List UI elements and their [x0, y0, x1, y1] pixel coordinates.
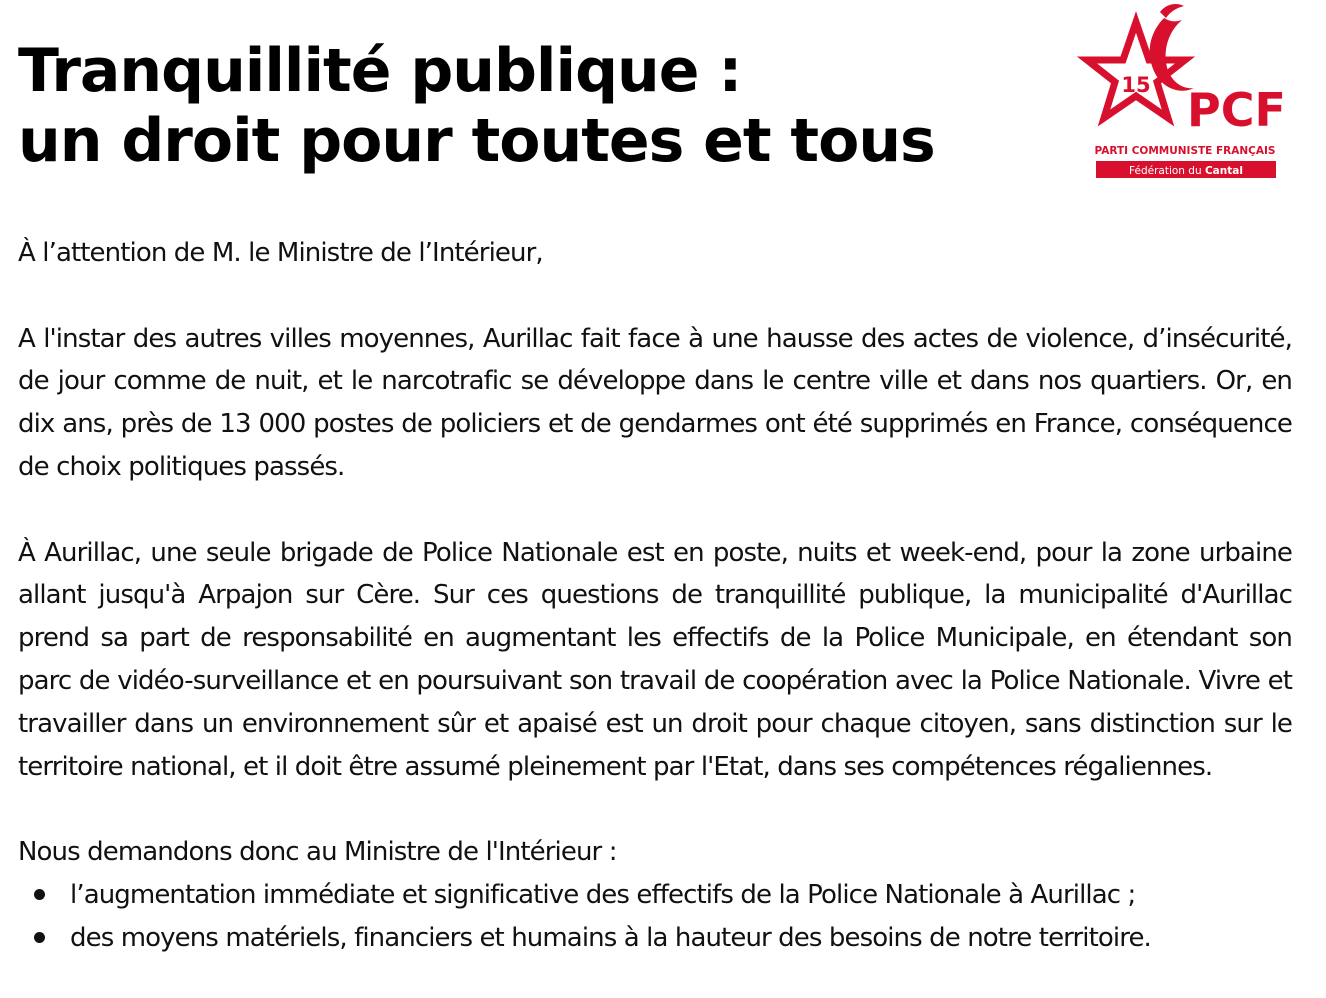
paragraph-2: À Aurillac, une seule brigade de Police Nationale est en poste, nuits et week-end, pour la zone urbaine allant jusqu'à Arpajon sur Cère. Sur ces questions de tranquillité publique, la municipalité d'Aurillac prend sa part de responsabilité en augmentant les effectifs de la Police Municipale, en étendant son parc de vidéo-surveillance et en poursuivant son travail de coopération avec la Police Nationale. Vivre et travailler dans un environnement sûr et apaisé est un droit pour chaque citoyen, sans distinction sur le territoire national, et il doit être assumé pleinement par l'Etat, dans ses compétences régaliennes.: [18, 537, 1292, 782]
star-icon: [1087, 22, 1185, 118]
paragraph-1: A l'instar des autres villes moyennes, Aurillac fait face à une hausse des actes de violence, d’insécurité, de jour comme de nuit, et le narcotrafic se développe dans le centre ville et dans nos quartiers. Or, en dix ans, près de 13 000 postes de policiers et de gendarmes ont été supprimés en France, conséquence de choix politiques passés.: [18, 323, 1292, 482]
demands-lead: Nous demandons donc au Ministre de l'Intérieur :: [18, 837, 617, 868]
logo-federation: [1129, 165, 1243, 177]
pcf-logo-graphic: [1074, 0, 1292, 182]
bullet-icon: [34, 932, 45, 943]
letter-body: [18, 232, 1292, 960]
demand-text: l’augmentation immédiate et significative des effectifs de la Police Nationale à Aurillac ;: [70, 879, 1136, 910]
page-title: [18, 36, 935, 176]
bullet-icon: [34, 889, 45, 900]
title-line-1: Tranquillité publique :: [18, 36, 742, 106]
demand-text: des moyens matériels, financiers et humains à la hauteur des besoins de notre territoire.: [70, 922, 1151, 953]
logo-number: 15: [1121, 73, 1151, 97]
demands-list: [18, 874, 1292, 960]
salutation: À l’attention de M. le Ministre de l’Intérieur,: [18, 238, 543, 268]
federation-name: Cantal: [1204, 165, 1243, 177]
leaf-icon: [1160, 4, 1184, 18]
logo-tagline: PARTI COMMUNISTE FRANÇAIS: [1094, 145, 1276, 157]
pcf-logo: [1074, 0, 1292, 182]
list-item: [18, 917, 1292, 960]
title-line-2: un droit pour toutes et tous: [18, 106, 935, 176]
logo-acronym: PCF: [1187, 83, 1286, 137]
list-item: [18, 874, 1292, 917]
federation-prefix: Fédération du: [1129, 165, 1205, 177]
